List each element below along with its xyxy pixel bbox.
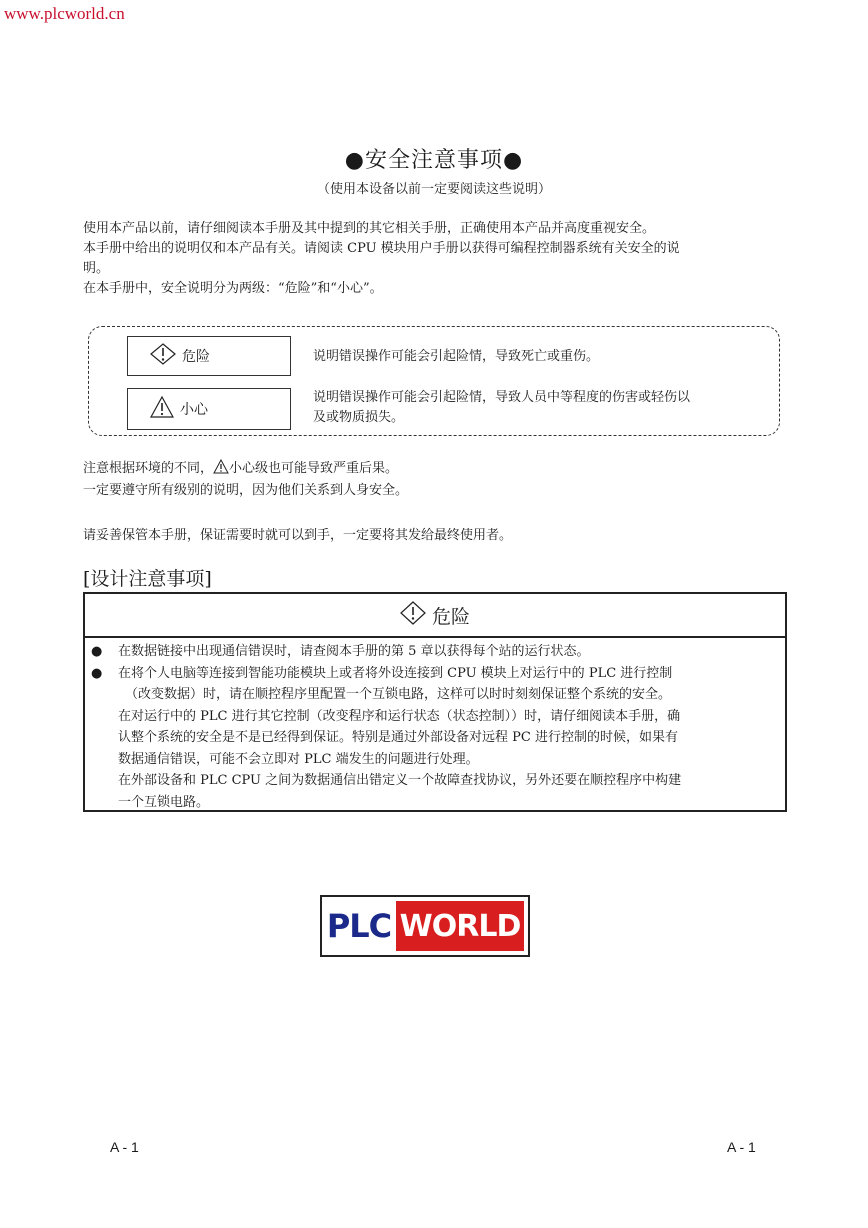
- logo-world-text: WORLD: [396, 901, 524, 951]
- bullet: ●: [91, 665, 103, 681]
- danger-box-header: [85, 594, 785, 638]
- danger-item-2-line-5: 数据通信错误，可能不会立即对 PLC 端发生的问题进行处理。: [118, 751, 479, 767]
- safety-level-legend: [88, 326, 780, 436]
- danger-item-2-line-6: 在外部设备和 PLC CPU 之间为数据通信出错定义一个故障查找协议，另外还要在顺控程序中构建: [118, 773, 682, 788]
- bullet: ●: [91, 644, 103, 659]
- danger-item-2-line-3: 在对运行中的 PLC 进行其它控制（改变程序和运行状态（状态控制））时，请仔细阅读本手册，确: [118, 708, 681, 724]
- caution-level-box: [127, 388, 291, 430]
- design-danger-box: [83, 592, 787, 812]
- danger-item-2: [91, 663, 779, 685]
- caution-warning-icon: [150, 396, 174, 422]
- danger-warning-icon: [150, 343, 176, 369]
- danger-item-2-line-7: 一个互锁电路。: [118, 794, 210, 810]
- intro-line-1: 使用本产品以前，请仔细阅读本手册及其中提到的其它相关手册，正确使用本产品并高度重视安全。: [83, 221, 656, 236]
- intro-paragraph: [83, 219, 783, 299]
- danger-box-body: [85, 638, 785, 813]
- intro-line-3: 明。: [83, 261, 110, 276]
- note-line-3: 请妥善保管本手册，保证需要时就可以到手，一定要将其发给最终使用者。: [83, 528, 513, 543]
- inline-caution-icon: [213, 459, 229, 481]
- notes-paragraph: [83, 459, 783, 501]
- design-section-heading: [设计注意事项]: [83, 568, 212, 590]
- danger-item-1: [91, 641, 779, 663]
- intro-line-4: 在本手册中，安全说明分为两级：“危险”和“小心”。: [83, 281, 383, 296]
- danger-item-1-text: 在数据链接中出现通信错误时，请查阅本手册的第 5 章以获得每个站的运行状态。: [118, 644, 590, 659]
- danger-level-box: [127, 336, 291, 376]
- danger-box-title: 危险: [431, 605, 470, 628]
- danger-level-description: 说明错误操作可能会引起险情，导致死亡或重伤。: [313, 349, 600, 364]
- page-number-left: A - 1: [110, 1139, 139, 1155]
- note1-suffix: 小心级也可能导致严重后果。: [229, 461, 399, 476]
- plcworld-logo: [320, 895, 530, 957]
- logo-plc-text: PLC: [322, 897, 396, 955]
- note-line-2: 一定要遵守所有级别的说明，因为他们关系到人身安全。: [83, 483, 409, 498]
- danger-item-2-line-4: 认整个系统的安全是不是已经得到保证。特别是通过外部设备对远程 PC 进行控制的时候，如果有: [118, 730, 678, 745]
- danger-level-label: 危险: [182, 349, 210, 365]
- page-subtitle: （使用本设备以前一定要阅读这些说明）: [316, 182, 551, 197]
- caution-level-description: [313, 388, 763, 428]
- page-title: ●安全注意事项●: [344, 148, 524, 173]
- intro-line-2: 本手册中给出的说明仅和本产品有关。请阅读 CPU 模块用户手册以获得可编程控制器系统有关安全的说: [83, 241, 680, 256]
- watermark-url: www.plcworld.cn: [4, 4, 125, 23]
- danger-header-icon: [400, 601, 426, 630]
- caution-desc-line-2: 及或物质损失。: [313, 410, 405, 425]
- danger-item-2-line-1: 在将个人电脑等连接到智能功能模块上或者将外设连接到 CPU 模块上对运行中的 PLC 进行控制: [118, 665, 673, 681]
- note-line-1: [83, 459, 783, 481]
- note1-prefix: 注意根据环境的不同，: [83, 461, 214, 476]
- danger-item-2-line-2: （改变数据）时，请在顺控程序里配置一个互锁电路，这样可以时时刻刻保证整个系统的安全。: [125, 687, 672, 702]
- page-number-right: A - 1: [727, 1139, 756, 1155]
- caution-desc-line-1: 说明错误操作可能会引起险情，导致人员中等程度的伤害或轻伤以: [313, 390, 691, 405]
- caution-level-label: 小心: [180, 402, 208, 418]
